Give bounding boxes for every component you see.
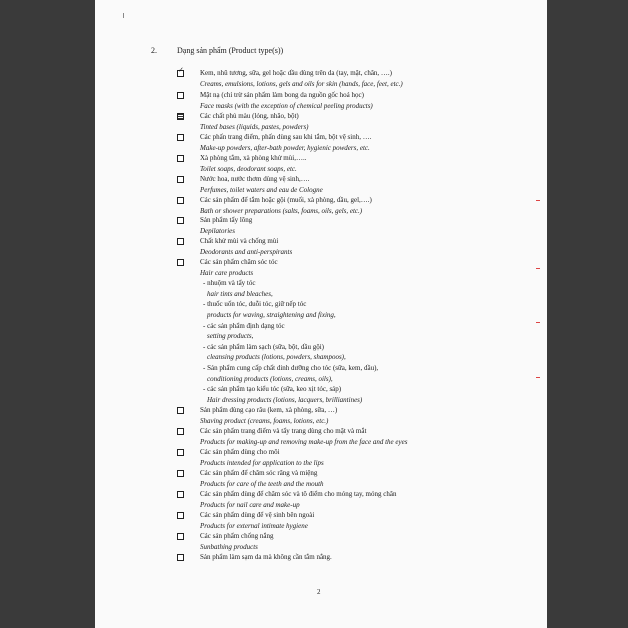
product-type-checkbox[interactable] [177,238,184,245]
label-english: cleansing products (lotions, powders, shampoos), [207,353,346,362]
label-vietnamese: - các sản phẩm tạo kiểu tóc (sữa, keo xịt tóc, sáp) [203,385,342,394]
label-english: Products for care of the teeth and the mouth [200,479,324,488]
label-vietnamese: Các phấn trang điểm, phấn dùng sau khi tắm, bột vệ sinh, …. [200,133,372,141]
label-english: Bath or shower preparations (salts, foams, oils, gels, etc.) [200,206,363,215]
label-english: Toilet soaps, deodorant soaps, etc. [200,164,297,173]
label-english: Face masks (with the exception of chemical peeling products) [200,101,373,110]
label-vietnamese: Các sản phẩm dùng để vệ sinh bên ngoài [200,511,315,519]
label-vietnamese: Các sản phẩm dùng cho môi [200,448,280,456]
product-type-checkbox[interactable] [177,217,184,224]
label-vietnamese: Xà phòng tắm, xà phòng khử mùi,….. [200,154,307,162]
label-english: Sunbathing products [200,542,258,551]
label-english: Hair dressing products (lotions, lacquers, brilliantines) [207,395,363,404]
product-type-checkbox[interactable] [177,176,184,183]
product-type-checkbox[interactable] [177,155,184,162]
label-english: Products for external intimate hygiene [200,521,308,530]
product-type-checkbox[interactable] [177,491,184,498]
label-english: Products intended for application to the lips [200,458,324,467]
label-vietnamese: Các sản phẩm để tắm hoặc gội (muối, xà phòng, dầu, gel,….) [200,196,372,204]
label-vietnamese: Các sản phẩm trang điểm và tẩy trang dùng cho mặt và mắt [200,427,367,435]
document-page [95,0,547,628]
label-vietnamese: Các sản phẩm chống nắng [200,532,274,540]
label-vietnamese: Các chất phủ màu (lỏng, nhão, bột) [200,112,299,120]
product-type-checkbox[interactable] [177,428,184,435]
label-english: Products for nail care and make-up [200,500,300,509]
margin-mark [536,377,540,378]
product-type-checkbox[interactable] [177,554,184,561]
label-vietnamese: Sản phẩm làm sạm da mà không cần tắm nắng. [200,553,332,561]
product-type-checkbox[interactable] [177,92,184,99]
product-type-checkbox[interactable] [177,134,184,141]
label-vietnamese: - Sản phẩm cung cấp chất dinh dưỡng cho tóc (sữa, kem, dầu), [203,363,379,372]
page-number: 2 [317,588,321,596]
label-english: Hair care products [200,268,254,277]
product-type-checkbox[interactable] [177,449,184,456]
label-english: Deodorants and anti-perspirants [200,247,293,256]
label-english: setting products, [207,332,254,341]
product-type-checkbox[interactable] [177,512,184,519]
label-english: products for waving, straightening and fixing, [207,310,336,319]
label-vietnamese: Kem, nhũ tương, sữa, gel hoặc dầu dùng trên da (tay, mặt, chân, ….) [200,69,393,77]
product-type-checkbox[interactable] [177,470,184,477]
label-vietnamese: Sản phẩm tẩy lông [200,216,253,224]
margin-mark [123,13,124,18]
label-vietnamese: Sản phẩm dùng cạo râu (kem, xà phòng, sữa, …) [200,406,338,414]
product-type-checkbox[interactable] [177,197,184,204]
label-vietnamese: - thuốc uốn tóc, duỗi tóc, giữ nếp tóc [203,300,307,309]
product-type-checkbox[interactable] [177,533,184,540]
label-english: Products for making-up and removing make-up from the face and the eyes [200,437,408,446]
product-type-checkbox[interactable] [177,259,184,266]
label-vietnamese: Mặt nạ (chỉ trừ sản phẩm làm bong da nguồn gốc hoá học) [200,91,364,99]
section-title: Dạng sản phẩm (Product type(s)) [177,46,284,55]
margin-mark [536,200,540,201]
label-vietnamese: Chất khử mùi và chống mùi [200,237,279,245]
label-vietnamese: Các sản phẩm dùng để chăm sóc và tô điểm cho móng tay, móng chân [200,490,397,498]
label-vietnamese: Nước hoa, nước thơm dùng vệ sinh,…. [200,175,310,183]
label-english: conditioning products (lotions, creams, oils), [207,374,333,383]
label-vietnamese: Các sản phẩm để chăm sóc răng và miệng [200,469,318,477]
label-english: Make-up powders, after-bath powder, hygienic powders, etc. [200,143,370,152]
label-vietnamese: Các sản phẩm chăm sóc tóc [200,258,278,266]
label-english: Tinted bases (liquids, pastes, powders) [200,122,309,131]
label-english: Perfumes, toilet waters and eau de Cologne [200,185,323,194]
margin-mark [536,268,540,269]
margin-mark [536,322,540,323]
label-english: Shaving product (creams, foams, lotions, etc.) [200,416,329,425]
product-type-checkbox[interactable] [177,407,184,414]
label-english: Depilatories [200,226,235,235]
label-vietnamese: - các sản phẩm định dạng tóc [203,321,285,330]
label-vietnamese: - các sản phẩm làm sạch (sữa, bột, dầu gội) [203,342,325,351]
label-english: hair tints and bleaches, [207,289,273,298]
product-type-checkbox[interactable] [177,70,184,77]
label-english: Creams, emulsions, lotions, gels and oils for skin (hands, face, feet, etc.) [200,79,403,88]
label-vietnamese: - nhuộm và tẩy tóc [203,279,256,288]
section-number: 2. [151,46,157,55]
product-type-checkbox[interactable] [177,113,184,120]
